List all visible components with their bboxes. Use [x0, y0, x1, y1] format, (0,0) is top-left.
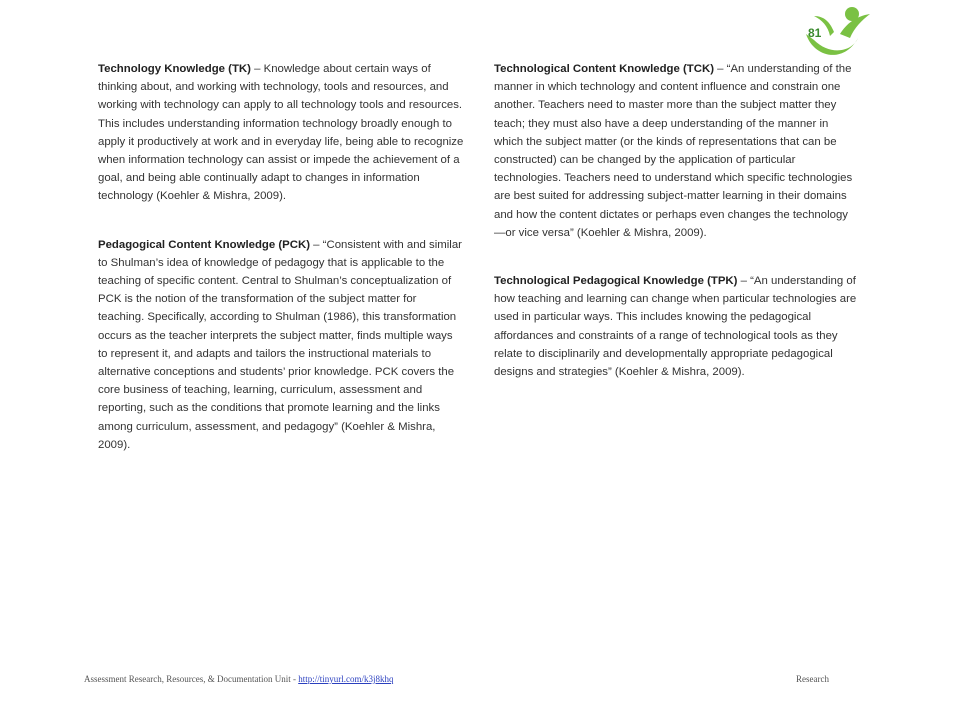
footer-section-label: Research [796, 674, 829, 684]
tpk-title: Technological Pedagogical Knowledge (TPK) [494, 275, 738, 288]
pck-title: Pedagogical Content Knowledge (PCK) [98, 238, 311, 251]
tpk-body: – “An understanding of how teaching and learning can change when particular technologies are used in particular ways. This includes knowing the pedagogical affordances and constraints of a range of technological tools as they relate to disciplinarily and developmentally appropriate pedagogical designs and strategies” (Koehler & Mishra, 2009). [494, 275, 857, 379]
right-column [494, 60, 858, 381]
pck-body: – “Consistent with and similar to Shulman’s idea of knowledge of pedagogy that is applicable to the teaching of specific content. Central to Shulman’s conceptualization of PCK is the notion of the transformation of the subject matter for teaching. Specifically, according to Shulman (1986), this transformation occurs as the teacher interprets the subject matter, finds multiple ways to represent it, and adapts and tailors the instructional materials to alternative conceptions and students’ prior knowledge. PCK covers the core business of teaching, learning, curriculum, assessment and reporting, such as the conditions that promote learning and the links among curriculum, assessment, and pedagogy” (Koehler & Mishra, 2009). [98, 238, 462, 451]
footer-credit [84, 674, 393, 684]
pck-paragraph [98, 236, 464, 454]
tk-body: – Knowledge about certain ways of thinking about, and working with technology, tools and resources, and working with technology can apply to all technology tools and resources. This includes understanding information technology broadly enough to apply it productively at work and in everyday life, being able to recognize when information technology can assist or impede the achievement of a goal, and being able continually adapt to changes in information technology (Koehler & Mishra, 2009). [98, 63, 464, 203]
tck-body: – “An understanding of the manner in which technology and content influence and constrain one another. Teachers need to master more than the subject matter they teach; they must also have a deep understanding of the manner in which the subject matter (or the kinds of representations that can be constructed) can be changed by the application of particular technologies. Teachers need to understand which specific technologies are best suited for addressing subject-matter learning in their domains and how the content dictates or perhaps even changes the technology—or vice versa” (Koehler & Mishra, 2009). [494, 63, 853, 239]
tpk-paragraph [494, 272, 858, 381]
footer-credit-text: Assessment Research, Resources, & Documentation Unit - [84, 674, 299, 684]
tck-paragraph [494, 60, 858, 242]
tk-title: Technology Knowledge (TK) [98, 63, 251, 75]
tck-title: Technological Content Knowledge (TCK) [494, 63, 714, 75]
page-number: 81 [808, 26, 822, 40]
footer-link[interactable]: http://tinyurl.com/k3j8khq [298, 674, 394, 684]
left-column [98, 60, 464, 454]
tk-paragraph [98, 60, 464, 206]
